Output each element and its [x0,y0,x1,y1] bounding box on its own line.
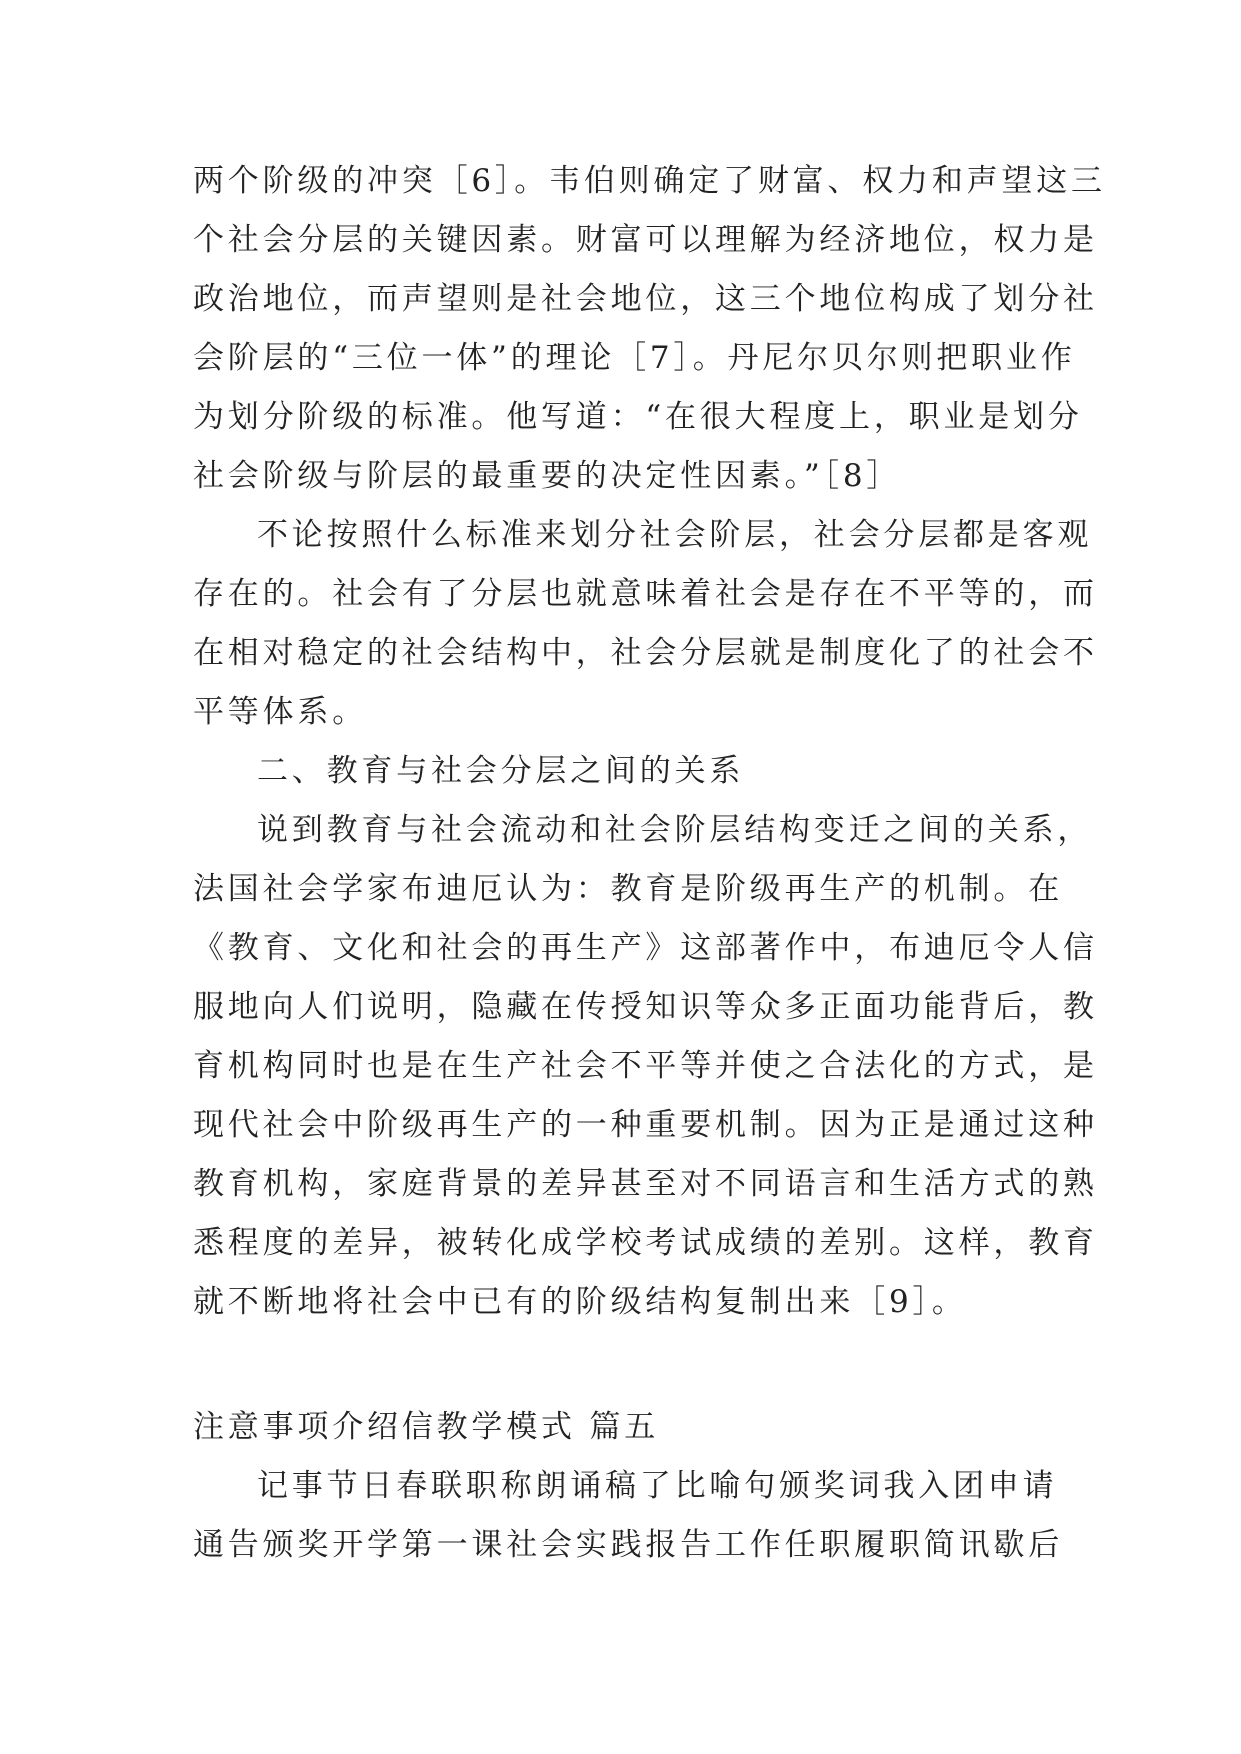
text-line: 悉程度的差异，被转化成学校考试成绩的差别。这样，教育 [193,1225,1098,1261]
text-line: 为划分阶级的标准。他写道：“在很大程度上，职业是划分 [193,399,1083,435]
text-line: 服地向人们说明，隐藏在传授知识等众多正面功能背后，教 [193,989,1098,1025]
text-line: 政治地位，而声望则是社会地位，这三个地位构成了划分社 [193,281,1098,317]
section-heading: 注意事项介绍信教学模式 篇五 [193,1409,660,1445]
text-line: 说到教育与社会流动和社会阶层结构变迁之间的关系， [257,812,1093,848]
paragraph-class-theories [193,152,1106,506]
text-line: 两个阶级的冲突［6］。韦伯则确定了财富、权力和声望这三 [193,163,1106,199]
text-line: 教育机构，家庭背景的差异甚至对不同语言和生活方式的熟 [193,1166,1098,1202]
paragraph-closing [193,1457,1063,1575]
text-line: 通告颁奖开学第一课社会实践报告工作任职履职简讯歇后 [193,1527,1063,1563]
text-line: 法国社会学家布迪厄认为：教育是阶级再生产的机制。在 [193,871,1063,907]
text-line: 在相对稳定的社会结构中，社会分层就是制度化了的社会不 [193,635,1098,671]
text-line: 育机构同时也是在生产社会不平等并使之合法化的方式，是 [193,1048,1098,1084]
text-line: 不论按照什么标准来划分社会阶层，社会分层都是客观 [257,517,1093,553]
text-line: 社会阶级与阶层的最重要的决定性因素。”［8］ [193,458,902,494]
text-line: 《教育、文化和社会的再生产》这部著作中，布迪厄令人信 [193,930,1098,966]
section-spacer [193,1332,1053,1398]
subheading-text: 二、教育与社会分层之间的关系 [257,753,745,789]
text-line: 存在的。社会有了分层也就意味着社会是存在不平等的，而 [193,576,1098,612]
text-line: 现代社会中阶级再生产的一种重要机制。因为正是通过这种 [193,1107,1098,1143]
text-line: 会阶层的“三位一体”的理论［7］。丹尼尔贝尔则把职业作 [193,340,1076,376]
subheading-education-stratification [193,742,1053,801]
text-line: 记事节日春联职称朗诵稿了比喻句颁奖词我入团申请 [257,1468,1058,1504]
paragraph-bourdieu [193,801,1098,1332]
text-line: 平等体系。 [193,694,367,730]
text-line: 个社会分层的关键因素。财富可以理解为经济地位，权力是 [193,222,1098,258]
document-page [193,152,1106,1575]
paragraph-stratification-objective [193,506,1098,742]
text-line: 就不断地将社会中已有的阶级结构复制出来［9］。 [193,1284,967,1320]
